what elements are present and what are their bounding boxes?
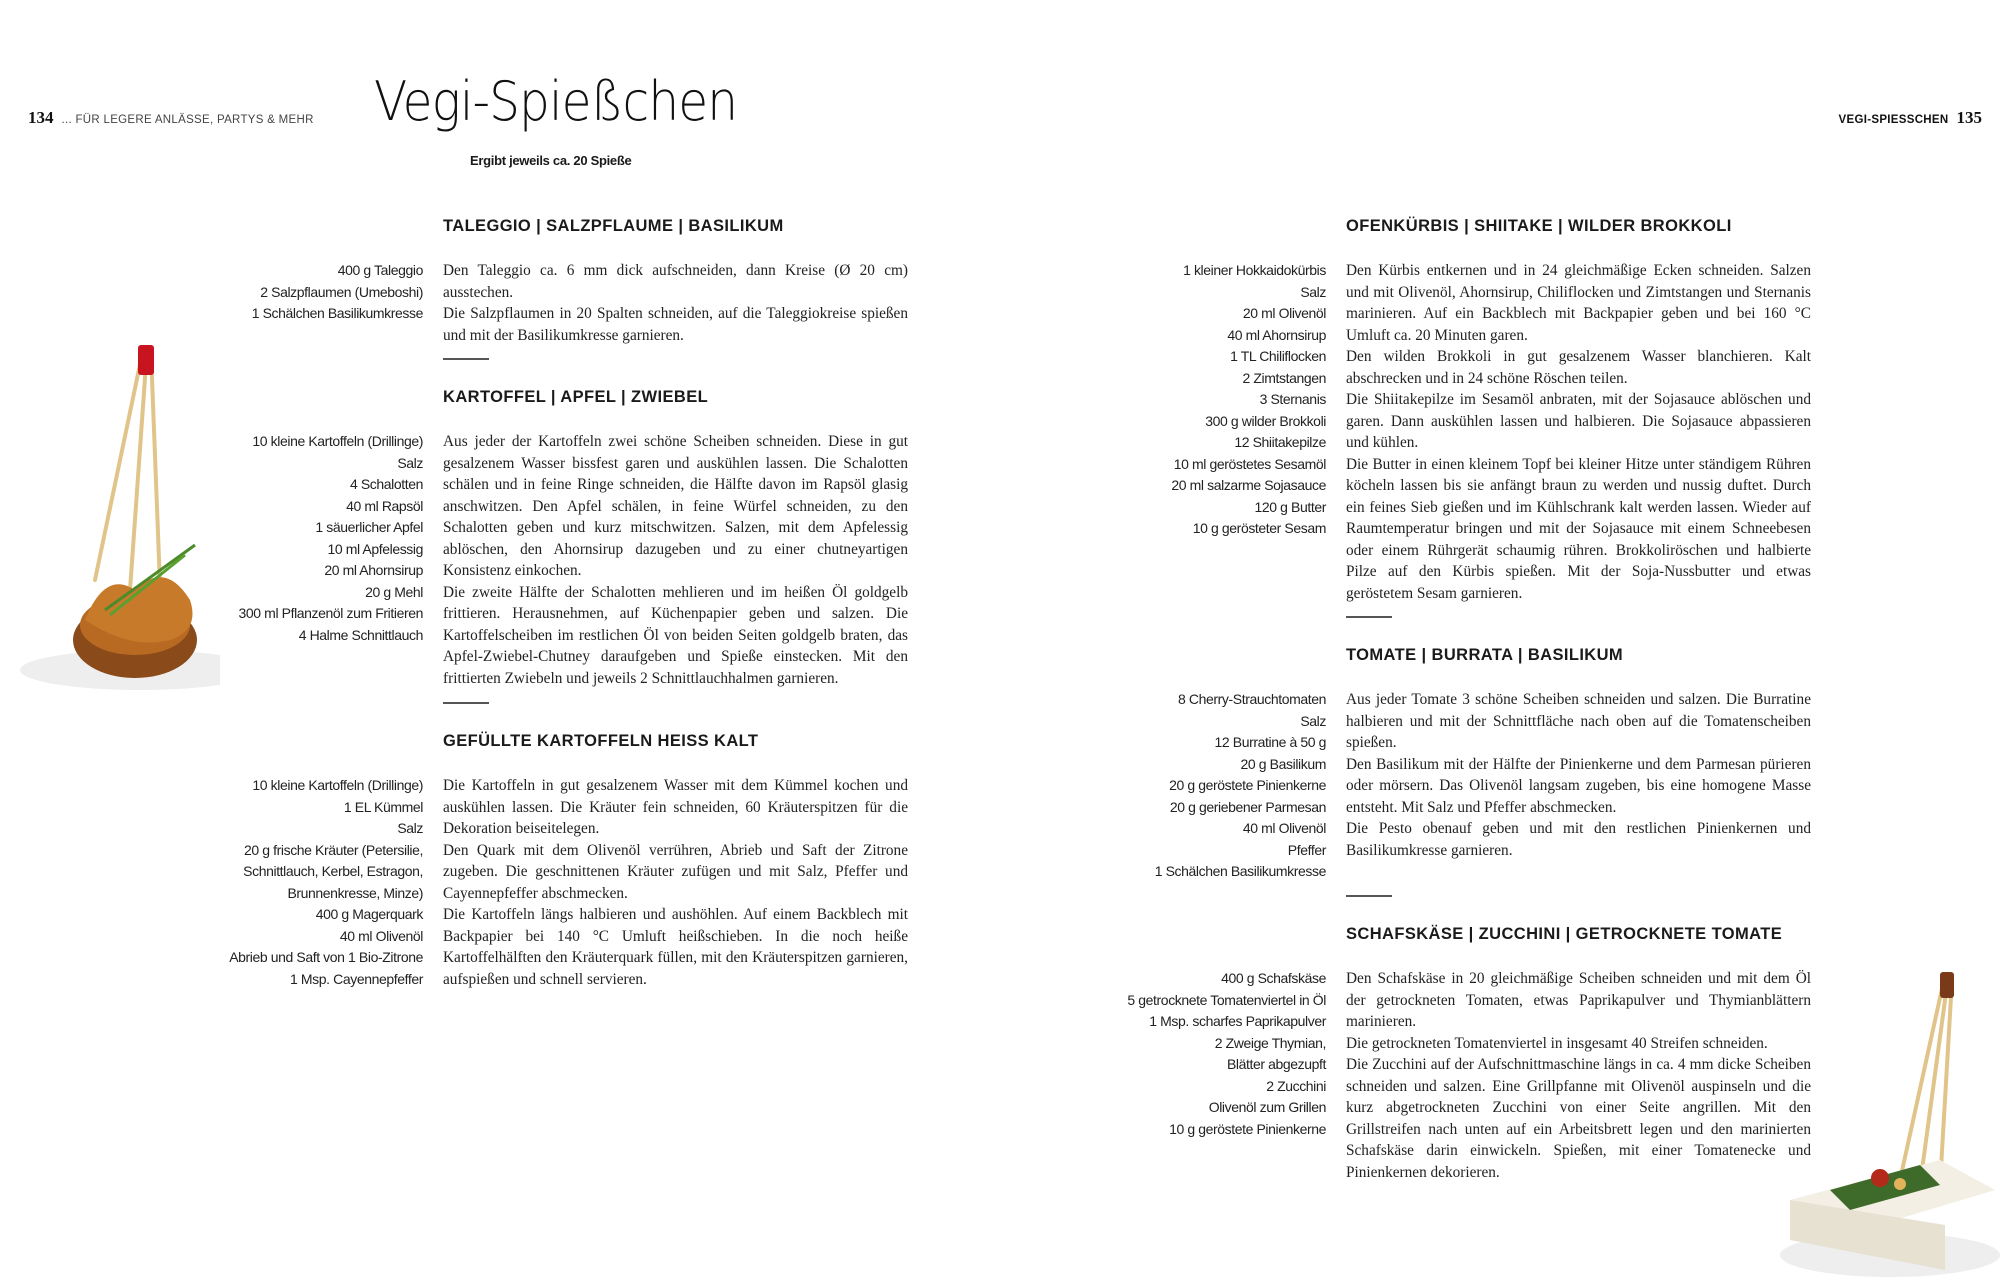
running-head-right — [1839, 108, 1982, 128]
ingredient: 40 ml Ahornsirup — [1227, 326, 1326, 343]
ingredient-list — [0, 260, 443, 346]
instructions — [443, 260, 908, 346]
ingredient: 3 Sternanis — [1259, 391, 1326, 407]
instruction-paragraph: Den Basilikum mit der Hälfte der Pinienkerne und dem Parmesan pürieren oder mörsern. Das Olivenöl langsam zugeben, bis eine homogene Masse entsteht. Mit Salz und Pfeffer abschmecken. — [1346, 755, 1811, 816]
section-divider — [1346, 616, 1392, 618]
ingredient: 40 ml Rapsöl — [346, 497, 423, 514]
skewer-photo-left — [0, 340, 220, 700]
ingredient-list — [886, 260, 1346, 604]
instruction-paragraph: Die Shiitakepilze im Sesamöl anbraten, mit der Sojasauce ablöschen und garen. Dann auskühlen lassen und halbieren. Die Sojasauce abpassieren und kühlen. — [1346, 391, 1811, 451]
ingredient-list — [0, 775, 443, 990]
page-number-right: 135 — [1956, 108, 1982, 127]
recipe-section — [1171, 216, 2002, 604]
ingredient: 2 Zimtstangen — [1242, 369, 1326, 386]
instruction-paragraph: Den Kürbis entkernen und in 24 gleichmäßige Ecken schneiden. Salzen und mit Olivenöl, Ahornsirup, Chiliflocken und Zimtstangen und Sternanis marinieren. Auf ein Backblech mit Backpapier geben und bei 160 °C Umluft ca. 20 Minuten garen. — [1346, 262, 1811, 344]
ingredient: 12 Shiitakepilze — [1234, 434, 1326, 450]
ingredient: 5 getrocknete Tomatenviertel in Öl — [1127, 991, 1326, 1008]
instruction-paragraph: Den Schafskäse in 20 gleichmäßige Scheiben schneiden und mit dem Öl der getrockneten Tomaten, etwas Paprikapulver und Thymianblättern marinieren. — [1346, 970, 1811, 1030]
ingredient: 120 g Butter — [1254, 498, 1326, 515]
instruction-paragraph: Aus jeder der Kartoffeln zwei schöne Scheiben schneiden. Diese in gut gesalzenem Wasser bissfest garen und auskühlen lassen. Die Schalotten schälen und in feine Ringe schneiden, die Hälfte davon im Rapsöl glasig anschwitzen. Den Apfel schälen, in feine Würfel schneiden, zu den Schalotten geben und kurz mitschwitzen. Salzen, mit dem Apfelessig ablöschen, den Ahornsirup dazugeben und zu einer chutneyartigen Konsistenz einkochen. — [443, 433, 908, 579]
instructions — [443, 775, 908, 990]
ingredient: 20 g frische Kräuter (Petersilie, — [244, 841, 423, 858]
ingredient: 2 Zweige Thymian, — [1214, 1034, 1326, 1051]
ingredient: 10 ml Apfelessig — [327, 540, 423, 557]
ingredient: 1 Msp. scharfes Paprikapulver — [1149, 1013, 1326, 1029]
ingredient: 1 EL Kümmel — [343, 798, 423, 815]
ingredient: Salz — [397, 454, 423, 471]
ingredient: Salz — [1300, 283, 1326, 300]
recipe-heading: KARTOFFEL | APFEL | ZWIEBEL — [443, 388, 709, 406]
recipe-heading: GEFÜLLTE KARTOFFELN HEISS KALT — [443, 732, 759, 750]
ingredient: 2 Salzpflaumen (Umeboshi) — [260, 283, 423, 300]
ingredient: 40 ml Olivenöl — [339, 927, 423, 944]
ingredient: 1 Schälchen Basilikumkresse — [1154, 863, 1326, 879]
ingredient: 400 g Taleggio — [337, 262, 423, 278]
ingredient: 20 g Mehl — [365, 583, 423, 600]
instruction-paragraph: Die Kartoffeln in gut gesalzenem Wasser mit dem Kümmel kochen und auskühlen lassen. Die Kräuter fein schneiden, 60 Kräuterspitzen für die Dekoration beiseitelegen. — [443, 777, 908, 837]
ingredient: 10 g gerösteter Sesam — [1192, 520, 1326, 536]
page-number-left: 134 — [28, 108, 54, 127]
ingredient: 4 Halme Schnittlauch — [298, 626, 423, 643]
skewer-photo-right — [1770, 970, 2002, 1280]
ingredient: 300 g wilder Brokkoli — [1205, 412, 1326, 429]
section-divider — [443, 702, 489, 704]
ingredient: 300 ml Pflanzenöl zum Fritieren — [238, 605, 423, 621]
ingredient: 20 ml Olivenöl — [1242, 305, 1326, 321]
recipe-heading: OFENKÜRBIS | SHIITAKE | WILDER BROKKOLI — [1346, 217, 1732, 235]
ingredient: 400 g Schafskäse — [1221, 970, 1326, 986]
ingredient: Abrieb und Saft von 1 Bio-Zitrone — [229, 949, 423, 965]
yield-note: Ergibt jeweils ca. 20 Spieße — [470, 153, 632, 168]
instruction-paragraph: Den Quark mit dem Olivenöl verrühren, Abrieb und Saft der Zitrone zugeben. Die geschnittenen Kräuter zufügen und mit Salz, Pfeffer und Cayennepfeffer abschmecken. — [443, 841, 908, 902]
recipe-section — [1154, 645, 2002, 883]
ingredient: 2 Zucchini — [1266, 1077, 1326, 1094]
ingredient: 1 Schälchen Basilikumkresse — [251, 305, 423, 321]
ingredient: Pfeffer — [1287, 841, 1326, 858]
instruction-paragraph: Die Butter in einen kleinem Topf bei kleiner Hitze unter ständigem Rühren köcheln lassen bis sie anfängt braun zu werden und nussig duftet. Durch ein feines Sieb gießen und im Kühlschrank kalt werden lassen. Wieder auf Raumtemperatur bringen und mit der Sojasauce mit einem Schneebesen oder einem Rührgerät schaumig rühren. Brokkoliröschen und halbierte Pilze auf den Kürbis spießen. Mit der Soja-Nussbutter und etwas geröstetem Sesam garnieren. — [1346, 455, 1811, 602]
ingredient: 400 g Magerquark — [315, 906, 423, 922]
ingredient: 4 Schalotten — [349, 476, 423, 492]
instruction-paragraph: Die Kartoffeln längs halbieren und aushöhlen. Auf einem Backblech mit Backpapier bei 140 °C Umluft heißschieben. In die noch heiße Kartoffelhälften den Kräuterquark füllen, mit den Kräuterspitzen garnieren, aufspießen und schnell servieren. — [443, 906, 908, 988]
ingredient: 20 g Basilikum — [1240, 755, 1326, 772]
ingredient: 20 ml Ahornsirup — [324, 562, 423, 578]
ingredient: 1 säuerlicher Apfel — [315, 519, 423, 535]
recipe-running-title: VEGI-SPIESSCHEN — [1838, 114, 1949, 126]
ingredient: 10 ml geröstetes Sesamöl — [1173, 455, 1326, 472]
recipe-heading: TOMATE | BURRATA | BASILIKUM — [1346, 646, 1624, 664]
section-divider — [1346, 895, 1392, 897]
instructions — [443, 431, 908, 689]
instructions — [1346, 689, 1811, 883]
ingredient: 20 g geriebener Parmesan — [1169, 798, 1326, 815]
ingredient: 1 TL Chiliflocken — [1230, 348, 1326, 364]
ingredient: 20 g geröstete Pinienkerne — [1169, 777, 1326, 793]
instructions — [1346, 260, 1811, 604]
ingredient: 12 Burratine à 50 g — [1214, 734, 1326, 750]
ingredient: 40 ml Olivenöl — [1242, 820, 1326, 836]
ingredient: 20 ml salzarme Sojasauce — [1171, 477, 1326, 493]
recipe-heading: TALEGGIO | SALZPFLAUME | BASILIKUM — [443, 217, 784, 235]
ingredient: 10 g geröstete Pinienkerne — [1169, 1120, 1326, 1137]
instruction-paragraph: Den wilden Brokkoli in gut gesalzenem Wasser blanchieren. Kalt abschrecken und in 24 schöne Röschen teilen. — [1346, 348, 1811, 387]
ingredient: 8 Cherry-Strauchtomaten — [1178, 691, 1326, 707]
instruction-paragraph: Den Taleggio ca. 6 mm dick aufschneiden, dann Kreise (Ø 20 cm) ausstechen. — [443, 262, 908, 301]
ingredient: 10 kleine Kartoffeln (Drillinge) — [252, 777, 423, 793]
ingredient: Brunnenkresse, Minze) — [287, 884, 423, 901]
instruction-paragraph: Die Zucchini auf der Aufschnittmaschine längs in ca. 4 mm dicke Scheiben schneiden und salzen. Eine Grillpfanne mit Olivenöl auspinseln und die kurz abgetrockneten Zucchini von einer Seite angrillen. Mit den Grillstreifen nach unten auf ein Arbeitsbrett legen und den marinierten Schafskäse darin einwickeln. Spießen, mit einer Tomatenecke und Pinienkernen dekorieren. — [1346, 1056, 1811, 1181]
ingredient: Blätter abgezupft — [1226, 1056, 1326, 1072]
ingredient-list — [886, 968, 1346, 1183]
instruction-paragraph: Die Salzpflaumen in 20 Spalten schneiden, auf die Taleggiokreise spießen und mit der Basilikumkresse garnieren. — [443, 305, 908, 344]
ingredient: Salz — [1300, 712, 1326, 729]
ingredient: 1 kleiner Hokkaidokürbis — [1183, 262, 1326, 278]
instruction-paragraph: Die getrockneten Tomatenviertel in insgesamt 40 Streifen schneiden. — [1346, 1034, 1768, 1052]
ingredient-list — [886, 689, 1346, 883]
ingredient: Olivenöl zum Grillen — [1208, 1099, 1326, 1115]
ingredient: Schnittlauch, Kerbel, Estragon, — [243, 863, 423, 879]
ingredient: 10 kleine Kartoffeln (Drillinge) — [252, 433, 423, 449]
instruction-paragraph: Die zweite Hälfte der Schalotten mehlieren und im heißen Öl goldgelb frittieren. Herausnehmen, auf Küchenpapier geben und salzen. Die Kartoffelscheiben im restlichen Öl von beiden Seiten goldgelb braten, das Apfel-Zwiebel-Chutney daraufgeben und Spieße einstecken. Mit den frittierten Zwiebeln und jeweils 2 Schnittlauchhalmen garnieren. — [443, 583, 908, 687]
section-divider — [443, 358, 489, 360]
instructions — [1346, 968, 1811, 1183]
chapter-title: ... FÜR LEGERE ANLÄSSE, PARTYS & MEHR — [61, 114, 314, 126]
ingredient: 1 Msp. Cayennepfeffer — [290, 970, 423, 987]
instruction-paragraph: Aus jeder Tomate 3 schöne Scheiben schneiden und salzen. Die Burratine halbieren und mit der Schnittfläche nach oben auf die Tomatenscheiben spießen. — [1346, 691, 1811, 751]
page-title: Vegi-Spießchen — [374, 70, 738, 133]
ingredient: Salz — [397, 820, 423, 836]
recipe-heading: SCHAFSKÄSE | ZUCCHINI | GETROCKNETE TOMATE — [1346, 925, 1783, 943]
running-head-left — [28, 108, 314, 128]
instruction-paragraph: Die Pesto obenauf geben und mit den restlichen Pinienkernen und Basilikumkresse garnieren. — [1346, 820, 1811, 859]
